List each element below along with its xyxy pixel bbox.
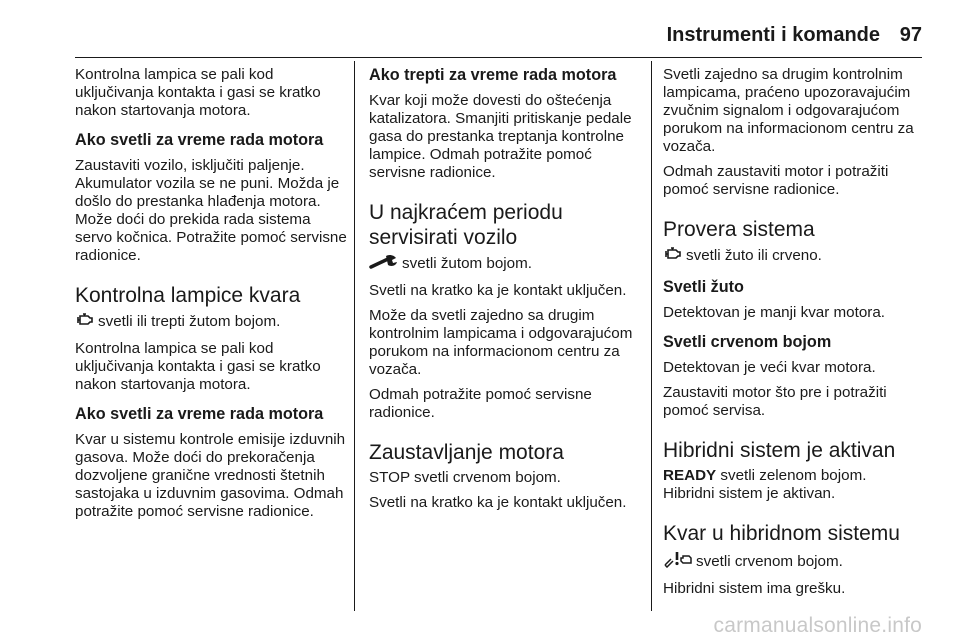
- column-2: [369, 66, 639, 519]
- column-divider-2: [651, 61, 652, 611]
- subheading: Svetli crvenom bojom: [663, 333, 832, 351]
- header-rule: [75, 57, 922, 58]
- paragraph: Kontrolna lampica se pali kod uključivanja kontakta i gasi se kratko nakon startovanja motora.: [75, 340, 321, 393]
- icon-paragraph: [75, 312, 347, 333]
- paragraph: Kvar koji može dovesti do oštećenja katalizatora. Smanjiti pritiskanje pedale gasa do prestanka treptanja kontrolne lampice. Odmah potražite pomoć servisne radionice.: [369, 92, 632, 181]
- ready-label: READY: [663, 467, 717, 484]
- hybrid-fault-icon: [663, 550, 693, 573]
- ready-paragraph: [663, 467, 925, 485]
- icon-paragraph: [663, 246, 925, 267]
- section-heading: Kontrolna lampice kvara: [75, 284, 301, 307]
- paragraph: Kontrolna lampica se pali kod uključivanja kontakta i gasi se kratko nakon startovanja motora.: [75, 66, 321, 119]
- section-heading: Provera sistema: [663, 218, 815, 241]
- icon-paragraph: [663, 550, 925, 573]
- subheading: Ako trepti za vreme rada motora: [369, 66, 617, 84]
- icon-description: svetli žuto ili crveno.: [686, 247, 822, 264]
- paragraph: Svetli na kratko ka je kontakt uključen.: [369, 494, 627, 511]
- icon-description: svetli crvenom bojom.: [696, 553, 843, 570]
- paragraph: Detektovan je veći kvar motora.: [663, 359, 876, 376]
- paragraph: Svetli na kratko ka je kontakt uključen.: [369, 282, 627, 299]
- subheading: Ako svetli za vreme rada motora: [75, 405, 324, 423]
- section-heading: U najkraćem periodu servisirati vozilo: [369, 201, 563, 249]
- section-heading: Zaustavljanje motora: [369, 441, 564, 464]
- ready-description: svetli zelenom bojom.: [720, 467, 867, 484]
- icon-paragraph: [369, 254, 639, 275]
- subheading: Svetli žuto: [663, 278, 744, 296]
- paragraph: Odmah zaustaviti motor i potražiti pomoć servisne radionice.: [663, 163, 889, 198]
- paragraph: Kvar u sistemu kontrole emisije izduvnih gasova. Može doći do prekoračenja dozvoljene granične vrednosti štetnih sastojaka u izduvnim gasovima. Odmah potražite pomoć servisne radionice.: [75, 431, 346, 520]
- paragraph: Svetli zajedno sa drugim kontrolnim lampicama, praćeno upozoravajućim zvučnim signalom i odgovarajućom porukom na informacionom centru za vozača.: [663, 66, 914, 155]
- page-number: 97: [899, 24, 922, 46]
- icon-description: svetli žutom bojom.: [402, 255, 532, 272]
- engine-malfunction-icon: [75, 312, 95, 333]
- column-divider-1: [354, 61, 355, 611]
- subheading: Ako svetli za vreme rada motora: [75, 131, 324, 149]
- section-title: Instrumenti i komande: [666, 24, 880, 46]
- paragraph: Zaustaviti motor što pre i potražiti pomoć servisa.: [663, 384, 887, 419]
- paragraph: Zaustaviti vozilo, isključiti paljenje. Akumulator vozila se ne puni. Možda je došlo do prestanka hlađenja motora. Može doći do prekida rada sistema servo kočnica. Potražite pomoć servisne radionice.: [75, 157, 347, 264]
- watermark: carmanualsonline.info: [713, 614, 922, 637]
- wrench-icon: [369, 254, 399, 275]
- paragraph: Može da svetli zajedno sa drugim kontrolnim lampicama i odgovarajućom porukom na informacionom centru za vozača.: [369, 307, 633, 378]
- column-3: [663, 66, 925, 605]
- paragraph: STOP svetli crvenom bojom.: [369, 469, 561, 486]
- section-heading: Hibridni sistem je aktivan: [663, 439, 896, 462]
- icon-description: svetli ili trepti žutom bojom.: [98, 313, 281, 330]
- paragraph: Hibridni sistem ima grešku.: [663, 580, 846, 597]
- engine-check-icon: [663, 246, 683, 267]
- page-header: [0, 0, 960, 58]
- section-heading: Kvar u hibridnom sistemu: [663, 522, 900, 545]
- column-1: [75, 66, 347, 528]
- paragraph: Hibridni sistem je aktivan.: [663, 485, 836, 502]
- paragraph: Detektovan je manji kvar motora.: [663, 304, 885, 321]
- paragraph: Odmah potražite pomoć servisne radionice.: [369, 386, 592, 421]
